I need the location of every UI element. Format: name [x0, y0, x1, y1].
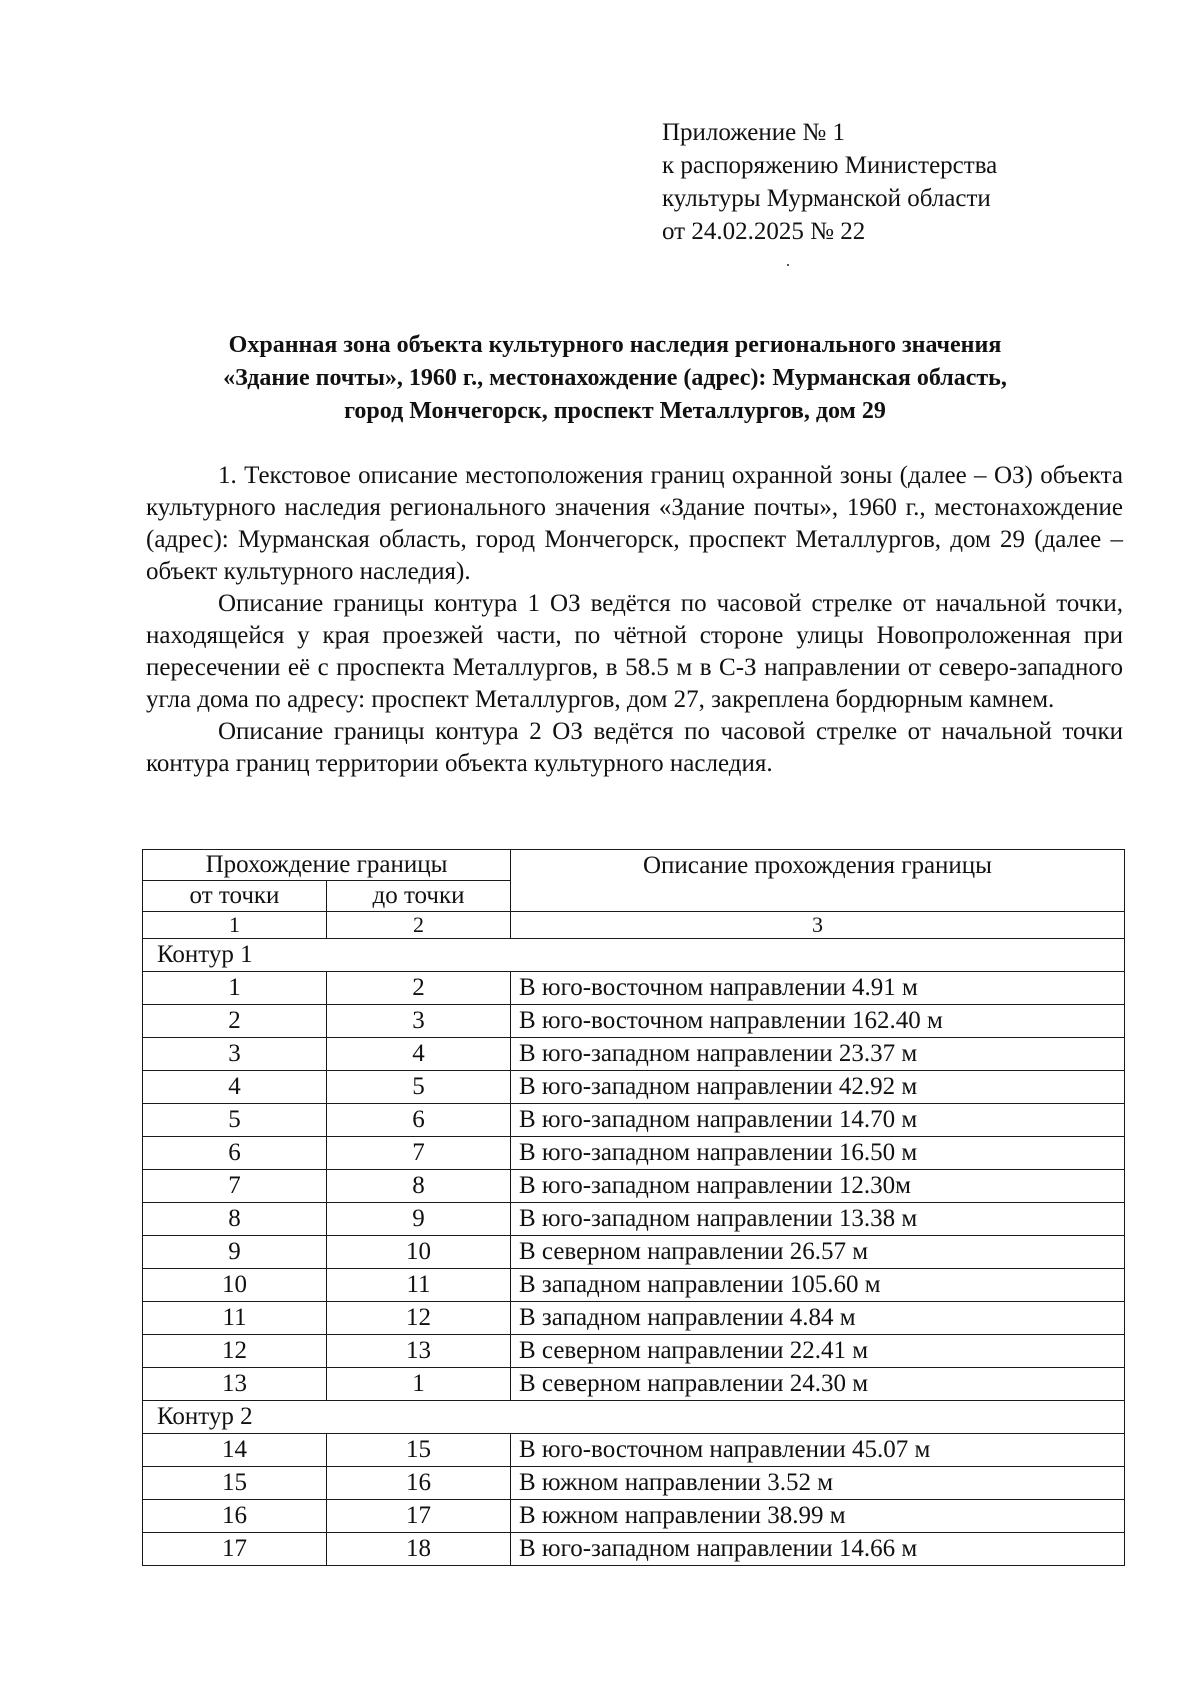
description-cell: В северном направлении 22.41 м: [511, 1335, 1125, 1368]
to-point-cell: 16: [327, 1467, 511, 1500]
from-point-cell: 6: [143, 1137, 327, 1170]
title-line: город Мончегорск, проспект Металлургов, дом 29: [344, 398, 886, 424]
description-cell: В западном направлении 105.60 м: [511, 1269, 1125, 1302]
table-row: [143, 1203, 1125, 1236]
table-row: [143, 1500, 1125, 1533]
description-cell: В юго-западном направлении 14.66 м: [511, 1533, 1125, 1566]
to-point-cell: 17: [327, 1500, 511, 1533]
boundary-table: [142, 849, 1125, 1566]
from-point-cell: 7: [143, 1170, 327, 1203]
to-point-cell: 15: [327, 1434, 511, 1467]
column-number: 1: [143, 912, 327, 939]
from-point-cell: 16: [143, 1500, 327, 1533]
table-row: [143, 1104, 1125, 1137]
scan-dot: [787, 264, 789, 266]
contour-label: Контур 2: [143, 1401, 1125, 1434]
from-point-cell: 13: [143, 1368, 327, 1401]
from-point-cell: 17: [143, 1533, 327, 1566]
paragraph: 1. Текстовое описание местоположения границ охранной зоны (далее – ОЗ) объекта культурного наследия регионального значения «Здание почты», 1960 г., местонахождение (адрес): Мурманская область, город Мончегорск, проспект Металлургов, дом 29 (далее – объект культурного наследия).: [146, 462, 1123, 585]
to-point-cell: 9: [327, 1203, 511, 1236]
from-point-cell: 9: [143, 1236, 327, 1269]
from-point-cell: 11: [143, 1302, 327, 1335]
from-point-cell: 2: [143, 1005, 327, 1038]
description-cell: В юго-западном направлении 14.70 м: [511, 1104, 1125, 1137]
table-row: [143, 1269, 1125, 1302]
description-cell: В юго-западном направлении 13.38 м: [511, 1203, 1125, 1236]
paragraph: Описание границы контура 2 ОЗ ведётся по часовой стрелке от начальной точки контура границ территории объекта культурного наследия.: [146, 718, 1123, 777]
title-line: Охранная зона объекта культурного наследия регионального значения: [228, 332, 1002, 358]
table-row: [143, 1335, 1125, 1368]
table-body: [143, 939, 1125, 1566]
document-title: [140, 329, 1090, 428]
description-cell: В юго-восточном направлении 45.07 м: [511, 1434, 1125, 1467]
table-row: [143, 1137, 1125, 1170]
appendix-line: к распоряжению Министерства: [662, 152, 998, 179]
table-row: [143, 1038, 1125, 1071]
document-body: [146, 460, 1123, 780]
from-point-cell: 12: [143, 1335, 327, 1368]
from-point-cell: 15: [143, 1467, 327, 1500]
appendix-block: [662, 116, 997, 248]
description-cell: В юго-западном направлении 23.37 м: [511, 1038, 1125, 1071]
to-point-cell: 3: [327, 1005, 511, 1038]
to-point-cell: 1: [327, 1368, 511, 1401]
from-point-cell: 3: [143, 1038, 327, 1071]
header-description: Описание прохождения границы: [511, 850, 1125, 912]
to-point-cell: 2: [327, 972, 511, 1005]
description-cell: В южном направлении 3.52 м: [511, 1467, 1125, 1500]
to-point-cell: 13: [327, 1335, 511, 1368]
contour-label: Контур 1: [143, 939, 1125, 972]
table-row: [143, 1533, 1125, 1566]
from-point-cell: 14: [143, 1434, 327, 1467]
description-cell: В юго-западном направлении 16.50 м: [511, 1137, 1125, 1170]
paragraph: Описание границы контура 1 ОЗ ведётся по часовой стрелке от начальной точки, находящейся у края проезжей части, по чётной стороне улицы Новопроложенная при пересечении её с проспекта Металлургов, в 58.5 м в С-З направлении от северо-западного угла дома по адресу: проспект Металлургов, дом 27, закреплена бордюрным камнем.: [146, 590, 1123, 713]
table-row: [143, 1467, 1125, 1500]
to-point-cell: 5: [327, 1071, 511, 1104]
header-to-point: до точки: [327, 881, 511, 912]
to-point-cell: 10: [327, 1236, 511, 1269]
table-row: [143, 1302, 1125, 1335]
description-cell: В северном направлении 24.30 м: [511, 1368, 1125, 1401]
from-point-cell: 8: [143, 1203, 327, 1236]
to-point-cell: 4: [327, 1038, 511, 1071]
description-cell: В юго-западном направлении 42.92 м: [511, 1071, 1125, 1104]
column-number: 3: [511, 912, 1125, 939]
title-line: «Здание почты», 1960 г., местонахождение (адрес): Мурманская область,: [223, 365, 1007, 391]
header-boundary-passage: Прохождение границы: [143, 850, 511, 881]
appendix-line: от 24.02.2025 № 22: [662, 218, 866, 245]
description-cell: В юго-западном направлении 12.30м: [511, 1170, 1125, 1203]
table-row: [143, 1368, 1125, 1401]
table-row: [143, 1236, 1125, 1269]
to-point-cell: 8: [327, 1170, 511, 1203]
appendix-line: Приложение № 1: [662, 119, 846, 146]
column-number: 2: [327, 912, 511, 939]
to-point-cell: 7: [327, 1137, 511, 1170]
description-cell: В западном направлении 4.84 м: [511, 1302, 1125, 1335]
header-from-point: от точки: [143, 881, 327, 912]
table-row: [143, 1170, 1125, 1203]
description-cell: В юго-восточном направлении 4.91 м: [511, 972, 1125, 1005]
to-point-cell: 11: [327, 1269, 511, 1302]
from-point-cell: 5: [143, 1104, 327, 1137]
table-row: [143, 972, 1125, 1005]
table-row: [143, 1071, 1125, 1104]
table-row: [143, 1005, 1125, 1038]
from-point-cell: 4: [143, 1071, 327, 1104]
description-cell: В северном направлении 26.57 м: [511, 1236, 1125, 1269]
to-point-cell: 18: [327, 1533, 511, 1566]
appendix-line: культуры Мурманской области: [662, 185, 991, 212]
table-row: [143, 1434, 1125, 1467]
to-point-cell: 12: [327, 1302, 511, 1335]
from-point-cell: 1: [143, 972, 327, 1005]
description-cell: В юго-восточном направлении 162.40 м: [511, 1005, 1125, 1038]
from-point-cell: 10: [143, 1269, 327, 1302]
to-point-cell: 6: [327, 1104, 511, 1137]
description-cell: В южном направлении 38.99 м: [511, 1500, 1125, 1533]
